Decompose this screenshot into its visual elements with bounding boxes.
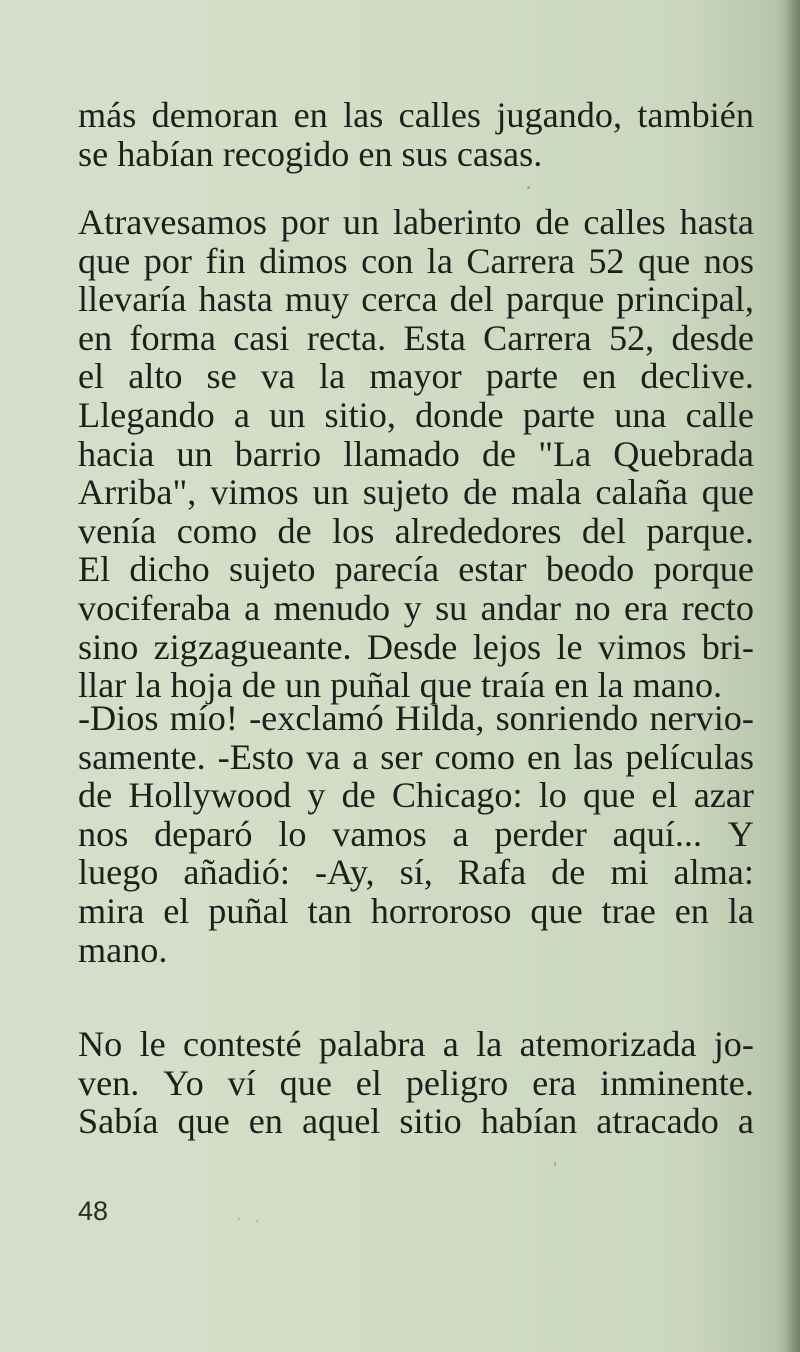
word: recta. (306, 317, 387, 358)
text-line (78, 892, 754, 931)
paper-speck (256, 1220, 258, 1222)
word: sitio, (324, 394, 396, 435)
word: a (352, 736, 369, 777)
word: lo (278, 813, 307, 854)
word: puñal (208, 890, 289, 931)
text-line (78, 203, 754, 242)
word: deparó (154, 813, 253, 854)
text-line (78, 815, 754, 854)
word: nervio- (649, 698, 754, 738)
word: alrededores (394, 510, 562, 551)
word: era (624, 587, 669, 628)
word: con (361, 240, 414, 281)
word: casi (233, 317, 290, 358)
word: tan (307, 890, 352, 931)
word: ven. (78, 1062, 140, 1103)
word: estar (458, 549, 527, 590)
page-number: 48 (78, 1196, 109, 1226)
word: -Ay, (314, 852, 375, 893)
word: de (277, 510, 312, 551)
word: los (332, 510, 375, 551)
word: un (342, 202, 380, 242)
text-line (78, 357, 754, 396)
word: que (637, 240, 691, 281)
word: el (163, 890, 190, 931)
word: Yo (163, 1062, 204, 1103)
word: atracado (596, 1101, 719, 1142)
word: jugando, (496, 95, 623, 135)
word: en (526, 736, 562, 777)
word: le (139, 1024, 166, 1064)
paper-speck (238, 1218, 240, 1220)
word: atemorizada (519, 1024, 697, 1064)
word: mayor (369, 356, 462, 397)
word: Desde (366, 626, 458, 667)
word: horroroso (370, 890, 512, 931)
word: muy (284, 279, 350, 320)
text-line (78, 473, 754, 512)
word: películas (625, 736, 754, 777)
word: alma: (673, 852, 754, 893)
word: el (78, 356, 105, 397)
text-line (78, 738, 754, 777)
word: inminente. (600, 1062, 754, 1103)
word: va (260, 356, 295, 397)
word: habían (480, 1101, 578, 1142)
word: de (551, 852, 586, 893)
word: vamos (332, 813, 427, 854)
text-line (78, 1064, 754, 1103)
text-line: mano. (78, 929, 168, 970)
word: alto (128, 356, 183, 397)
text-line (78, 280, 754, 319)
word: -Esto (217, 736, 295, 777)
word: calles (398, 95, 482, 135)
word: hasta (679, 202, 754, 242)
word: sino (78, 626, 139, 667)
word: era (532, 1062, 577, 1103)
word: luego (78, 852, 159, 893)
word: Y (727, 813, 754, 854)
word: Esta (403, 317, 466, 358)
word: dimos (259, 240, 348, 281)
word: se (206, 356, 237, 397)
word: -exclamó (249, 698, 384, 738)
word: Quebrada (613, 433, 754, 474)
text-line (78, 853, 754, 892)
text-line (78, 435, 754, 474)
word: sitio (399, 1101, 462, 1142)
word: llamado (343, 433, 460, 474)
word: donde (415, 394, 504, 435)
word: azar (693, 775, 754, 816)
word: aquí... (612, 813, 703, 854)
text-line (78, 319, 754, 358)
word: por (143, 240, 192, 281)
text-line (78, 96, 754, 135)
word: No (78, 1024, 123, 1064)
word: hacia (78, 433, 155, 474)
word: andar (480, 587, 562, 628)
word: a (452, 813, 469, 854)
word: ví (227, 1062, 256, 1103)
word: Hilda, (394, 698, 485, 738)
word: forma (129, 317, 216, 358)
word: 52, (608, 317, 655, 358)
word: del (581, 510, 627, 551)
word: una (614, 394, 667, 435)
word: a (737, 1101, 754, 1142)
word: parecía (334, 549, 440, 590)
text-line (78, 1102, 754, 1141)
word: parte (485, 356, 559, 397)
word: la (476, 1024, 503, 1064)
text-line (78, 242, 754, 281)
word: en (293, 95, 328, 135)
word: en (78, 317, 113, 358)
word: por (280, 202, 330, 242)
paper-speck (554, 1162, 556, 1166)
word: perder (494, 813, 587, 854)
word: un (269, 394, 306, 435)
word: Llegando (78, 394, 215, 435)
word: que (177, 1101, 230, 1142)
word: "La (538, 433, 592, 474)
word: sujeto (228, 549, 316, 590)
word: Carrera (466, 240, 575, 281)
word: barrio (234, 433, 322, 474)
word: más (78, 95, 137, 135)
word: el (651, 775, 678, 816)
word: va (306, 736, 341, 777)
word: también (637, 95, 754, 135)
word: calaña (595, 472, 688, 513)
word: la (319, 356, 346, 397)
word: vimos (210, 472, 299, 513)
text-line (78, 628, 754, 667)
word: menudo (273, 587, 391, 628)
word: palabra (318, 1024, 426, 1064)
word: del (449, 279, 494, 320)
word: hasta (198, 279, 273, 320)
word: que (279, 1062, 332, 1103)
word: contesté (183, 1024, 302, 1064)
word: sí, (399, 852, 433, 893)
text-line (78, 550, 754, 589)
word: nos (703, 240, 754, 281)
word: -Dios (78, 698, 159, 738)
word: un (312, 472, 349, 513)
word: que (78, 240, 131, 281)
word: cerca (361, 279, 438, 320)
word: Sabía (78, 1101, 159, 1142)
word: porque (653, 549, 754, 590)
word: en (248, 1101, 283, 1142)
word: que (530, 890, 583, 931)
word: parque (505, 279, 605, 320)
word: 52 (588, 240, 625, 281)
word: y (307, 775, 326, 816)
word: le (556, 626, 583, 667)
word: el (355, 1062, 382, 1103)
word: a (233, 394, 250, 435)
word: de (78, 775, 113, 816)
word: demoran (151, 95, 279, 135)
word: no (574, 587, 611, 628)
word: bri- (701, 626, 754, 667)
word: mío! (169, 698, 238, 738)
word: y (403, 587, 422, 628)
paragraph-1 (78, 96, 754, 173)
word: lejos (472, 626, 542, 667)
word: a (244, 587, 261, 628)
word: calle (685, 394, 754, 435)
word: El (78, 549, 111, 590)
word: Chicago: (391, 775, 523, 816)
word: llevaría (78, 279, 187, 320)
word: Atravesamos (78, 202, 267, 242)
page-edge-shadow (786, 0, 800, 1352)
word: Carrera (483, 317, 592, 358)
word: aquel (301, 1101, 381, 1142)
word: Hollywood (128, 775, 292, 816)
word: añadió: (183, 852, 290, 893)
text-line (78, 776, 754, 815)
word: sonriendo (495, 698, 639, 738)
word: las (573, 736, 614, 777)
word: la (426, 240, 453, 281)
word: Rafa (457, 852, 527, 893)
word: trae (601, 890, 656, 931)
word: en (582, 356, 617, 397)
word: vociferaba (78, 587, 231, 628)
word: peligro (405, 1062, 509, 1103)
word: venía (78, 510, 157, 551)
word: mala (511, 472, 582, 513)
word: principal, (616, 279, 754, 320)
word: parque. (646, 510, 754, 551)
word: ser (380, 736, 423, 777)
word: laberinto (392, 202, 522, 242)
word: sujeto (362, 472, 450, 513)
word: calles (583, 202, 666, 242)
word: como (176, 510, 258, 551)
word: de (481, 433, 517, 474)
paragraph-3 (78, 699, 754, 969)
word: dicho (129, 549, 210, 590)
word: que (701, 472, 754, 513)
word: desde (671, 317, 754, 358)
text-line (78, 1025, 754, 1064)
text-line (78, 699, 754, 738)
word: mi (610, 852, 649, 893)
word: nos (78, 813, 129, 854)
word: de (535, 202, 570, 242)
word: beodo (545, 549, 635, 590)
word: lo (538, 775, 567, 816)
word: en (674, 890, 709, 931)
text-line (78, 396, 754, 435)
text-line (78, 512, 754, 551)
word: su (435, 587, 468, 628)
word: que (583, 775, 636, 816)
word: de (463, 472, 498, 513)
paragraph-4 (78, 1025, 754, 1141)
text-line (78, 589, 754, 628)
word: a (442, 1024, 459, 1064)
paper-speck (527, 186, 530, 189)
paragraph-2 (78, 203, 754, 705)
text-line: llar la hoja de un puñal que traía en la mano. (78, 665, 723, 706)
word: samente. (78, 736, 206, 777)
word: como (434, 736, 515, 777)
word: vimos (597, 626, 687, 667)
word: parte (522, 394, 596, 435)
word: un (176, 433, 213, 474)
word: de (341, 775, 376, 816)
word: declive. (640, 356, 754, 397)
word: recto (681, 587, 754, 628)
word: Arriba", (78, 472, 197, 513)
word: las (343, 95, 384, 135)
word: mira (78, 890, 145, 931)
text-line: se habían recogido en sus casas. (78, 133, 543, 174)
word: fin (205, 240, 246, 281)
word: jo- (713, 1024, 754, 1064)
word: la (727, 890, 754, 931)
word: zigzagueante. (153, 626, 352, 667)
